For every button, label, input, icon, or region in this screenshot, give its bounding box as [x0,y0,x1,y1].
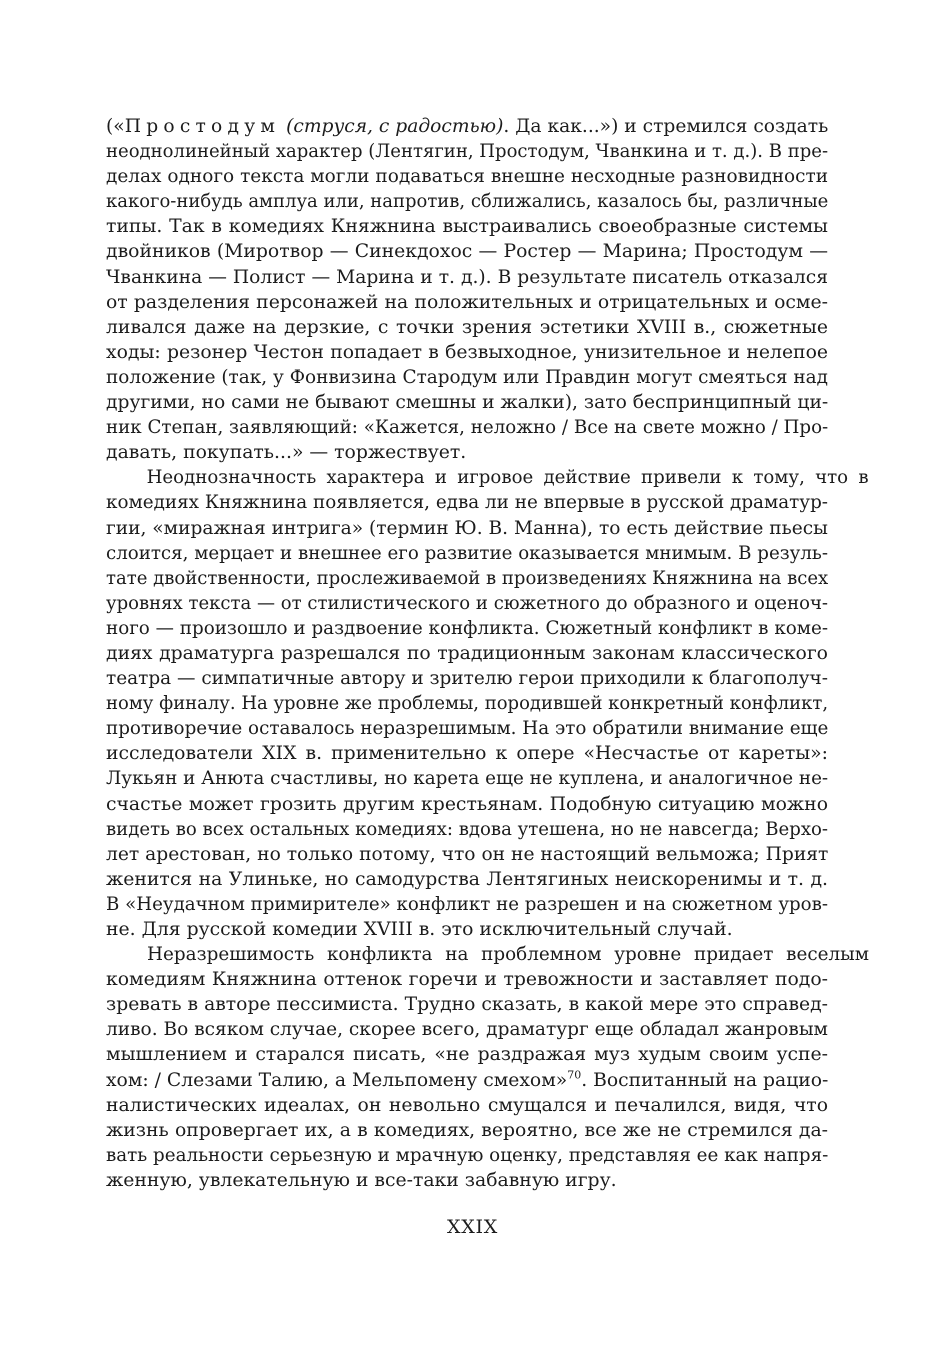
text-line: другими, но сами не бывают смешны и жалки), зато беспринципный ци- [106,392,829,414]
text-line: Неоднозначность характера и игровое действие привели к тому, что в [146,467,869,489]
page-number: XXIX [446,1216,499,1238]
text-line: вать реальности серьезную и мрачную оценку, представляя ее как напря- [106,1144,829,1166]
text-line: противоречие оставалось неразрешимым. На это обратили внимание еще [106,718,829,740]
text-line: («Простодум (струся, с радостью). Да как...») и стремился создать [106,116,829,137]
text-line: мышлением и старался писать, «не раздражая муз худым своим успе- [106,1044,828,1066]
text-line: женится на Улиньке, но самодурства Лентягиных неискоренимы и т. д. [106,868,828,890]
text-line: делах одного текста могли подаваться внешне несходные разновидности [106,166,829,188]
text-line: гии, «миражная интрига» (термин Ю. В. Манна), то есть действие пьесы [106,517,828,539]
text-line: комедиям Княжнина оттенок горечи и тревожности и заставляет подо- [106,969,828,991]
text-line: слоится, мерцает и внешнее его развитие оказывается мнимым. В резуль- [106,542,828,564]
text-line: Лукьян и Анюта счастливы, но карета еще не куплена, и аналогичное не- [106,768,829,790]
text-line: двойников (Миротвор — Синекдохос — Ростер — Марина; Простодум — [106,241,828,263]
text-line: ному финалу. На уровне же проблемы, породившей конкретный конфликт, [106,693,829,715]
text-line: исследователи XIX в. применительно к опере «Несчастье от кареты»: [106,743,828,765]
text-line: Чванкина — Полист — Марина и т. д.). В результате писатель отказался [106,266,829,288]
text-line: счастье может грозить другим крестьянам. Подобную ситуацию можно [106,793,828,815]
text-line: типы. Так в комедиях Княжнина выстраивались своеобразные системы [106,216,828,238]
text-line: давать, покупать...» — торжествует. [106,442,467,464]
text-line: Неразрешимость конфликта на проблемном уровне придает веселым [147,944,870,966]
text-line: зревать в авторе пессимиста. Трудно сказать, в какой мере это справед- [106,994,828,1016]
text-line: женную, увлекательную и все-таки забавную игру. [106,1169,617,1191]
text-line: лет арестован, но только потому, что он не настоящий вельможа; Прият [106,843,829,865]
text-line: ник Степан, заявляющий: «Кажется, неложно / Все на свете можно / Про- [106,417,829,439]
text-line: ливо. Во всяком случае, скорее всего, драматург еще обладал жанровым [106,1019,828,1041]
paragraph [106,114,828,465]
paragraph [106,465,869,942]
paragraph [106,942,870,1193]
text-line: неоднолинейный характер (Лентягин, Простодум, Чванкина и т. д.). В пре- [106,141,829,163]
body-text [106,114,870,1193]
text-line: ливался даже на дерзкие, с точки зрения эстетики XVIII в., сюжетные [106,316,828,338]
text-line: В «Неудачном примирителе» конфликт не разрешен и на сюжетном уров- [106,893,828,915]
text-line: какого-нибудь амплуа или, напротив, сближались, казалось бы, различные [106,191,829,213]
stage-direction: (струся, с радостью) [286,116,504,137]
text-line: диях драматурга разрешался по традиционным законам классического [106,642,828,664]
text-line: видеть во всех остальных комедиях: вдова утешена, но не навсегда; Верхо- [106,818,829,840]
text-line: тате двойственности, прослеживаемой в произведениях Княжнина на всех [106,567,829,589]
text-line: театра — симпатичные автору и зрителю герои приходили к благополуч- [106,668,828,690]
text-line: хом: / Слезами Талию, а Мельпомену смехом»$^{70}$. Воспитанный на рацио- [106,1068,829,1091]
text-line: положение (так, у Фонвизина Стародум или Правдин могут смеяться над [106,366,829,388]
text-line: ного — произошло и раздвоение конфликта. Сюжетный конфликт в коме- [106,617,829,639]
text-line: от разделения персонажей на положительных и отрицательных и осме- [106,291,828,313]
text-line: не. Для русской комедии XVIII в. это исключительный случай. [106,919,733,940]
speaker-name: Простодум [124,116,281,137]
text-line: ходы: резонер Честон попадает в безвыходное, унизительное и нелепое [106,341,828,363]
text-line: жизнь опровергает их, а в комедиях, вероятно, все же не стремился да- [106,1119,828,1141]
footnote-marker: 70 [567,1068,582,1082]
text-line: налистических идеалах, он невольно смущался и печалился, видя, что [106,1094,828,1116]
text-line: комедиях Княжнина появляется, едва ли не впервые в русской драматур- [106,492,829,514]
text-line: уровнях текста — от стилистического и сюжетного до образного и оценоч- [106,592,828,614]
